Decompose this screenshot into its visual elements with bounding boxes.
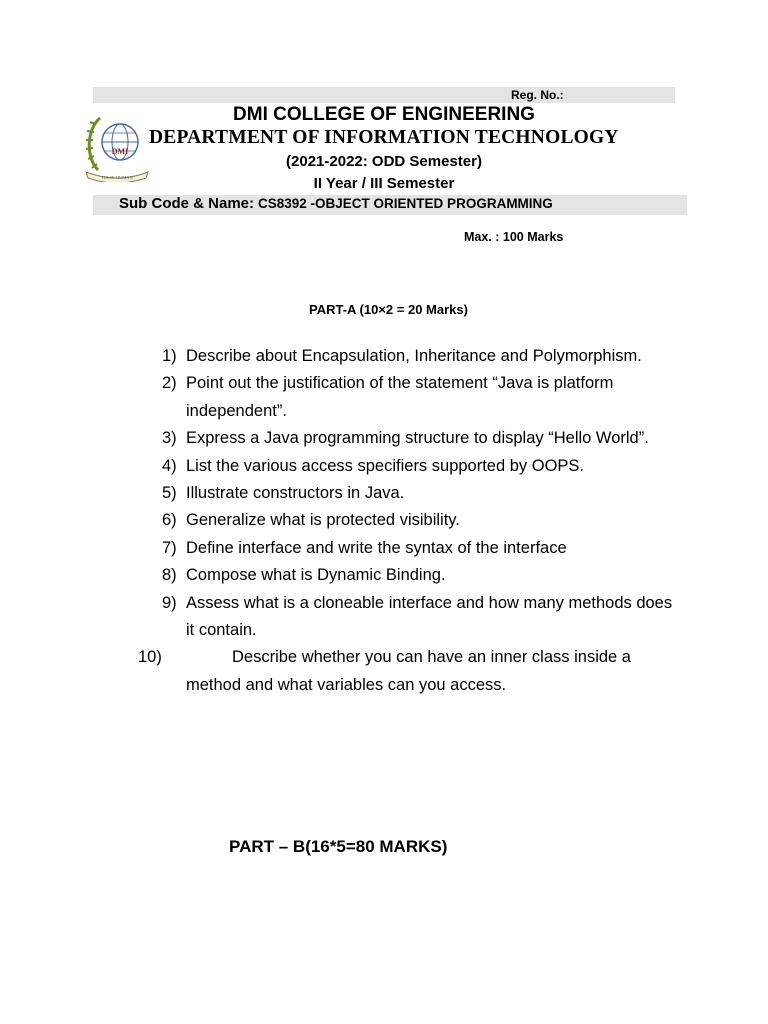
part-b-title: PART – B(16*5=80 MARKS)	[229, 837, 448, 856]
logo-ribbon-text: TULIN HUMAN	[101, 175, 133, 180]
question-item	[162, 562, 682, 589]
question-number: 4)	[162, 456, 177, 475]
question-item	[162, 590, 682, 645]
question-text: Generalize what is protected visibility.	[186, 511, 460, 530]
question-number: 9)	[162, 593, 177, 612]
question-text: Express a Java programming structure to display “Hello World”.	[186, 429, 649, 448]
question-number: 8)	[162, 566, 177, 585]
question-text: Illustrate constructors in Java.	[186, 484, 405, 503]
part-a-question-list	[138, 343, 682, 699]
question-text: List the various access specifiers supported by OOPS.	[186, 456, 585, 475]
question-item	[162, 425, 682, 452]
question-item	[162, 535, 682, 562]
question-number: 6)	[162, 511, 177, 530]
reg-no-label: Reg. No.:	[511, 88, 564, 102]
logo-text: DMI	[111, 147, 129, 156]
subject-name: CS8392 -OBJECT ORIENTED PROGRAMMING	[258, 196, 553, 211]
department-name: DEPARTMENT OF INFORMATION TECHNOLOGY	[149, 127, 619, 148]
question-text: Compose what is Dynamic Binding.	[186, 566, 446, 585]
subject-line	[119, 195, 553, 212]
reg-no-band	[93, 87, 675, 103]
question-number: 1)	[162, 347, 177, 365]
question-item	[162, 453, 682, 480]
question-text: Assess what is a cloneable interface and how many methods does it contain.	[186, 593, 673, 640]
part-a-title: PART-A (10×2 = 20 Marks)	[309, 302, 468, 317]
max-marks: Max. : 100 Marks	[464, 230, 564, 244]
question-item	[162, 480, 682, 507]
question-text: Describe whether you can have an inner class inside a method and what variables can you access.	[186, 648, 631, 694]
question-number: 10)	[138, 648, 162, 667]
subject-label: Sub Code & Name:	[119, 195, 255, 212]
question-text: Point out the justification of the statement “Java is platform independent”.	[186, 374, 614, 420]
year-semester: II Year / III Semester	[313, 175, 455, 192]
question-text: Define interface and write the syntax of the interface	[186, 538, 567, 557]
question-item	[138, 644, 682, 699]
question-number: 7)	[162, 538, 177, 557]
question-number: 2)	[162, 374, 177, 393]
question-item	[162, 343, 682, 370]
question-text: Describe about Encapsulation, Inheritance and Polymorphism.	[186, 347, 642, 365]
question-number: 3)	[162, 429, 177, 448]
question-item	[162, 370, 682, 425]
academic-year: (2021-2022: ODD Semester)	[286, 153, 482, 170]
college-name: DMI COLLEGE OF ENGINEERING	[233, 104, 535, 125]
question-number: 5)	[162, 484, 177, 503]
question-item	[162, 507, 682, 534]
